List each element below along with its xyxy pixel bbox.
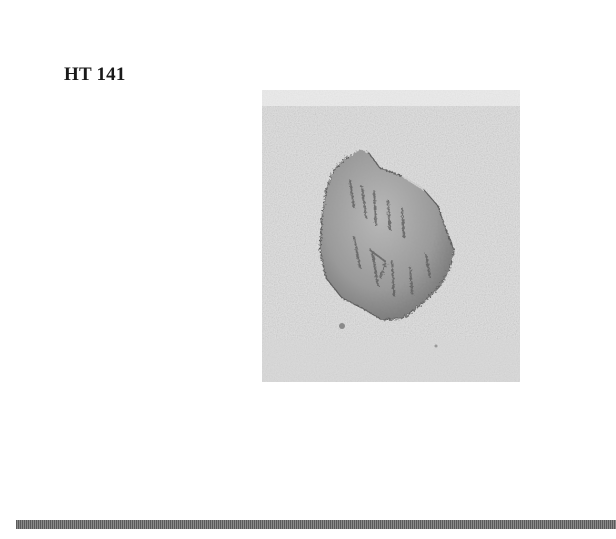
tablet-photograph bbox=[262, 90, 520, 382]
clay-tablet-fragment-icon bbox=[262, 90, 520, 382]
page-bottom-rule bbox=[16, 520, 616, 529]
tablet-label: HT 141 bbox=[64, 64, 126, 85]
